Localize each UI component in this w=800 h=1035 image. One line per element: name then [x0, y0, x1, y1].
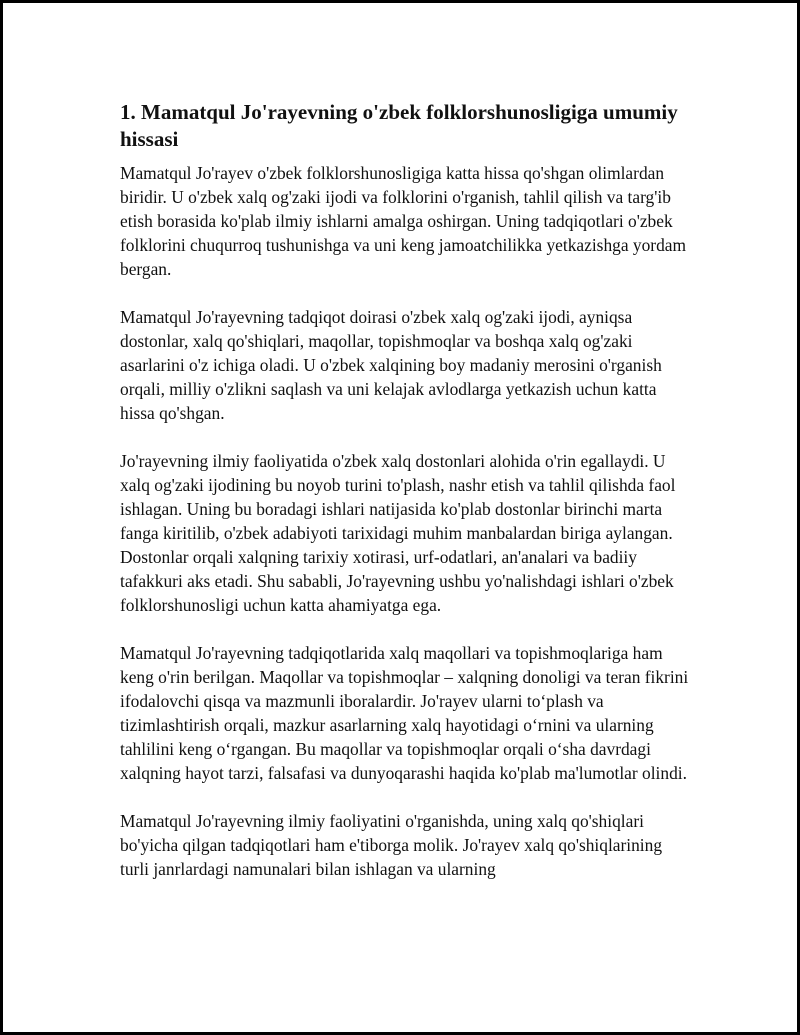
paragraph-5: Mamatqul Jo'rayevning ilmiy faoliyatini o'rganishda, uning xalq qo'shiqlari bo'yicha qilgan tadqiqotlari ham e'tiborga molik. Jo'rayev xalq qo'shiqlarining turli janrlardagi namunalari bilan ishlagan va ularning — [120, 811, 663, 879]
paragraph-4: Mamatqul Jo'rayevning tadqiqotlarida xalq maqollari va topishmoqlariga ham keng o'rin berilgan. Maqollar va topishmoqlar – xalqning donoligi va teran fikrini ifodalovchi qisqa va mazmunli iboralardir. Jo'rayev ularni to‘plash va tizimlashtirish orqali, mazkur asarlarning xalq hayotidagi o‘rnini va ularning tahlilini keng o‘rgangan. Bu maqollar va topishmoqlar orqali o‘sha davrdagi xalqning hayot tarzi, falsafasi va dunyoqarashi haqida ko'plab ma'lumotlar olindi. — [120, 643, 689, 783]
section-heading: 1. Mamatqul Jo'rayevning o'zbek folklorshunosligiga umumiy hissasi — [120, 100, 678, 151]
paragraph-1: Mamatqul Jo'rayev o'zbek folklorshunosligiga katta hissa qo'shgan olimlardan biridir. U o'zbek xalq og'zaki ijodi va folklorini o'rganish, tahlil qilish va targ'ib etish borasida ko'plab ilmiy ishlarni amalga oshirgan. Uning tadqiqotlari o'zbek folklorini chuqurroq tushunishga va uni keng jamoatchilikka yetkazishga yordam bergan. — [120, 163, 687, 279]
paragraph-3: Jo'rayevning ilmiy faoliyatida o'zbek xalq dostonlari alohida o'rin egallaydi. U xalq og'zaki ijodining bu noyob turini to'plash, nashr etish va tahlil qilishda faol ishlagan. Uning bu boradagi ishlari natijasida ko'plab dostonlar birinchi marta fanga kiritilib, o'zbek adabiyoti tarixidagi muhim manbalardan biriga aylangan. Dostonlar orqali xalqning tarixiy xotirasi, urf-odatlari, an'analari va badiiy tafakkuri aks etadi. Shu sababli, Jo'rayevning ushbu yo'nalishdagi ishlari o'zbek folklorshunosligi uchun katta ahamiyatga ega. — [120, 451, 676, 615]
paragraph-2: Mamatqul Jo'rayevning tadqiqot doirasi o'zbek xalq og'zaki ijodi, ayniqsa dostonlar, xalq qo'shiqlari, maqollar, topishmoqlar va boshqa xalq og'zaki asarlarini o'z ichiga oladi. U o'zbek xalqining boy madaniy merosini o'rganish orqali, milliy o'zlikni saqlash va uni kelajak avlodlarga yetkazish uchun katta hissa qo'shgan. — [120, 307, 662, 423]
document-body — [120, 99, 690, 905]
